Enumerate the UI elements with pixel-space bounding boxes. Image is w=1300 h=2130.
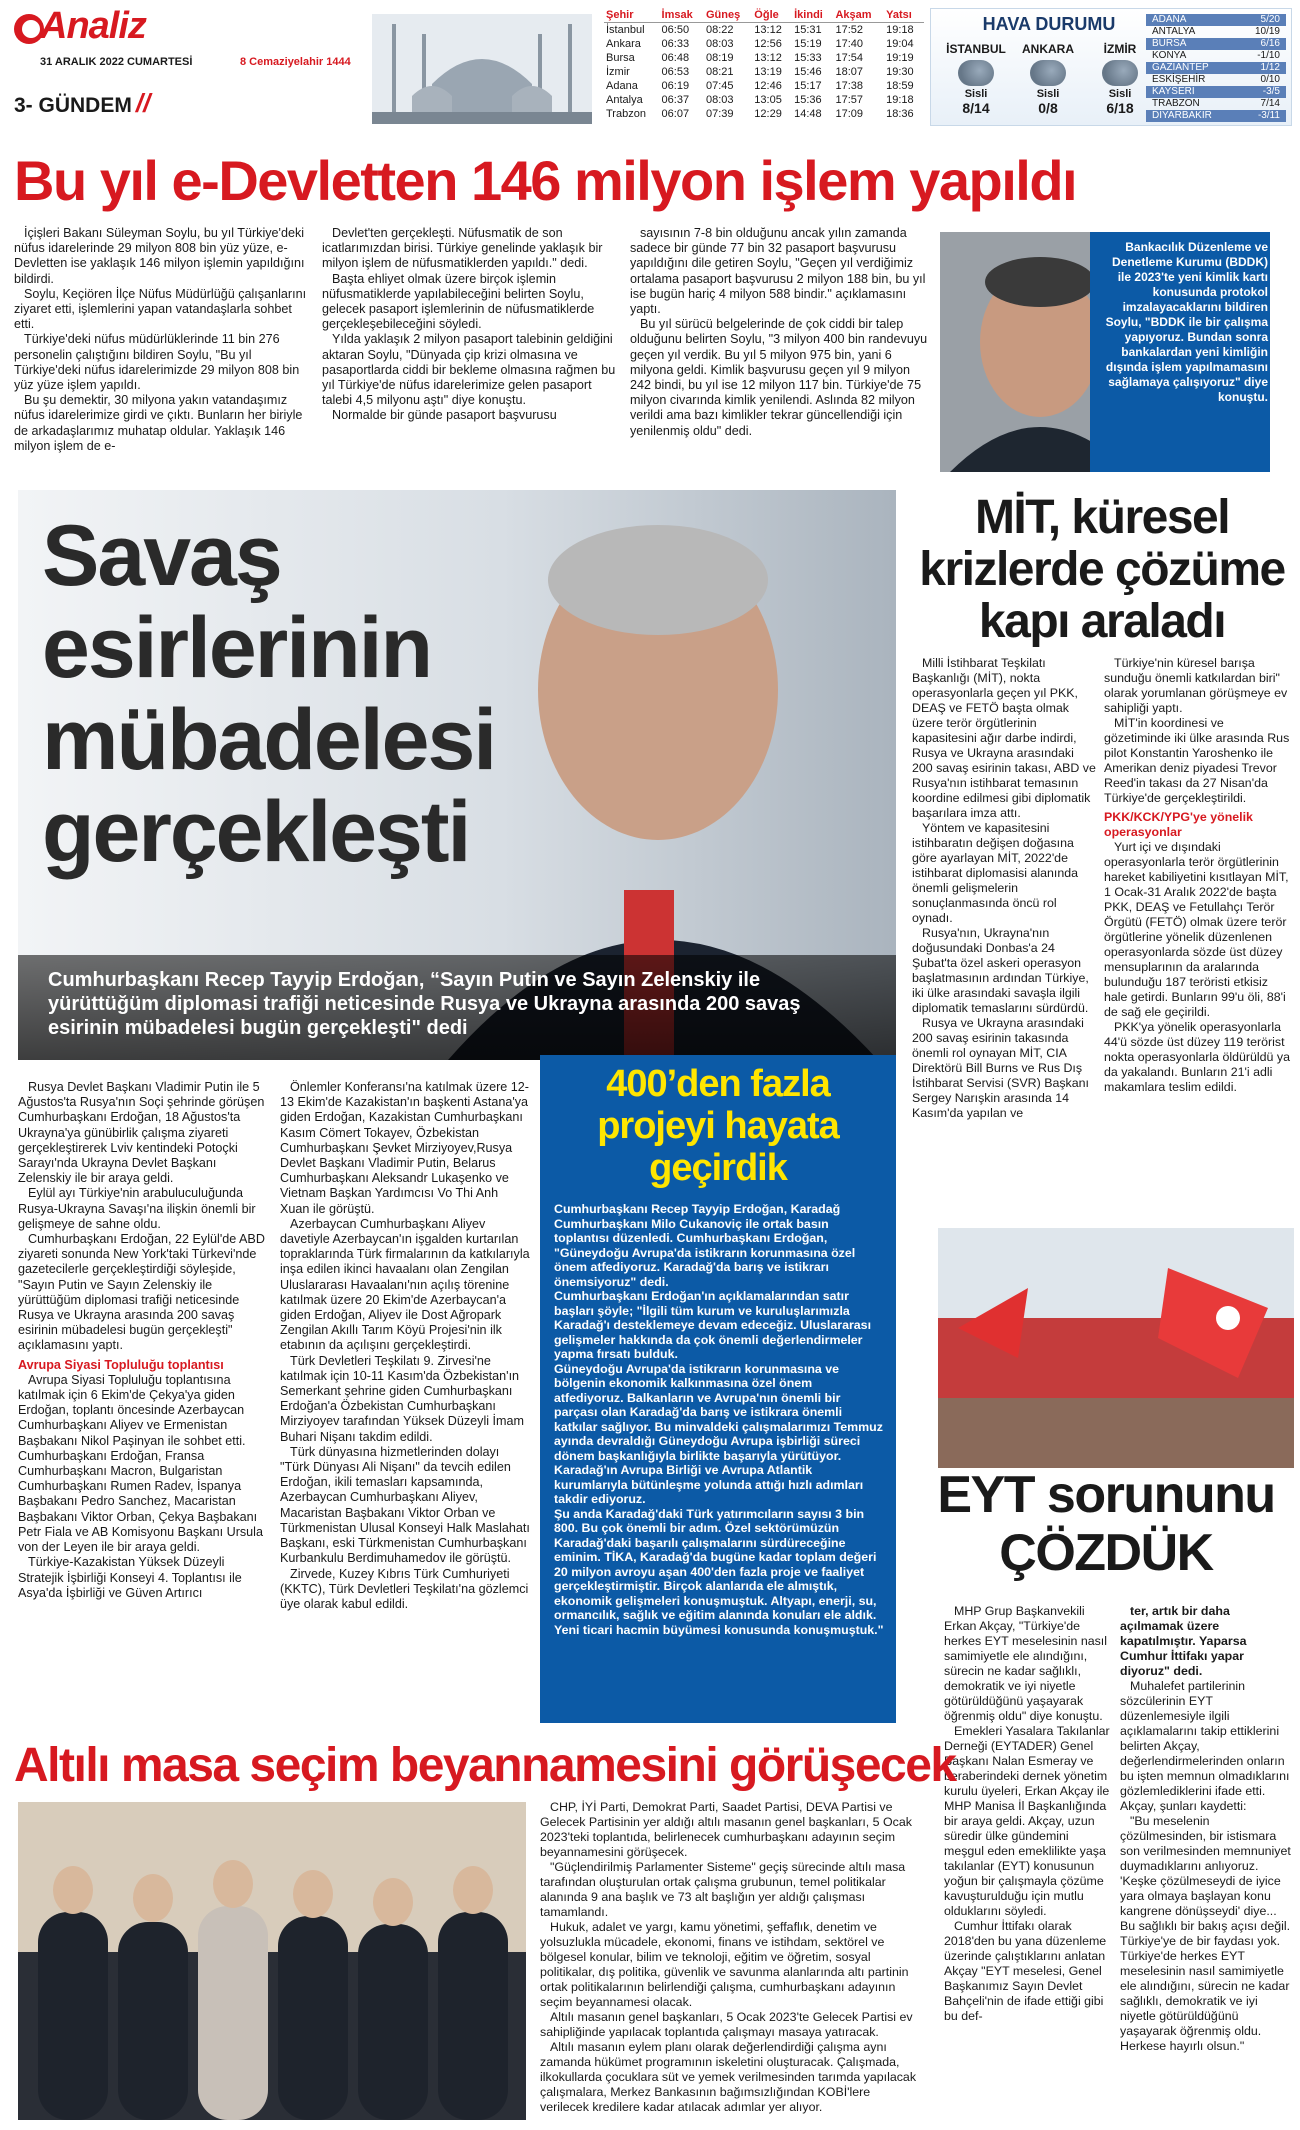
weather-list-temp: 6/16 [1260,38,1280,49]
prayer-cell: 08:03 [706,94,734,106]
paragraph: Türk dünyasına hizmetlerinden dolayı "Türk Dünyası Ali Nişanı" da tevcih edilen Erdoğan, ikili temasları kapsamında, Azerbaycan Cumhurbaşkanı Aliyev, Macaristan Başbakanı Viktor Orban ve Türkmenistan Ulusal Konseyi Halk Maslahatı Başkanı, eski Türkmenistan Cumhurbaşkanı Kurbankulu Berdimuhamedov ile görüştü. [280,1444,530,1566]
paragraph: sayısının 7-8 bin olduğunu ancak yılın zamanda sadece bir günde 77 bin 32 pasaport başvurusu yapıldığını dile getiren Soylu, "Geçen yıl verdiğimiz ortalama pasaport başvurusu 2 milyon 188 bin, bu yıl ise bugün hariç 4 milyon 588 bindir." açıklamasını yaptı. [630,226,926,317]
weather-list-temp: 1/12 [1260,62,1280,73]
weather-city-name: İZMİR [1103,42,1137,56]
weather-list-temp: 0/10 [1260,74,1280,85]
prayer-cell: 17:09 [835,108,864,120]
prayer-cell: 13:19 [754,66,782,78]
prayer-cell: 12:56 [754,38,782,50]
weather-list-row [1146,98,1286,110]
prayer-cell: 08:19 [706,52,734,64]
weather-list-temp: 7/14 [1260,98,1280,109]
prayer-row [604,51,924,65]
prayer-cell: Antalya [606,94,643,106]
weather-condition: Sisli [1108,88,1132,100]
weather-city-name: İSTANBUL [946,42,1006,56]
weather-city [1012,42,1084,116]
prayer-row [604,107,924,121]
weather-list-row [1146,50,1286,62]
weather-list-row [1146,62,1286,74]
weather-list-temp: 10/19 [1254,26,1280,37]
paragraph: Altılı masanın genel başkanları, 5 Ocak 2023'te Gelecek Partisi ev sahipliğinde yapılacak toplantıda çalışmayı masaya yatıracak. [540,2010,913,2039]
paragraph: MHP Grup Başkanvekili Erkan Akçay, "Türkiye'de herkes EYT meselesinin nasıl samimiyetle ele alındığını, sürecin ne kadar sağlıklı, demokratik ve iyi niyetle götürüldüğünü yaşayarak öğrenmiş oldu" diye konuştu. [944,1604,1107,1723]
prayer-cell: 06:37 [661,94,690,106]
paragraph: Cumhurbaşkanı Erdoğan'ın açıklamalarından satır başları şöyle; "İlgili tüm kurum ve kuruluşlarımızla Karadağ'ı desteklemeye devam edeceğiz. Uluslararası gelişmeler hakkında da çok önemli değerlendirmeler yapma fırsatı bulduk. [554,1289,872,1361]
mosque-illustration [372,14,592,124]
article-karadag-body [554,1202,884,1637]
prayer-row [604,65,924,79]
weather-list-city: GAZİANTEP [1152,62,1209,73]
prayer-cell: 06:50 [661,24,690,36]
prayer-cell: 15:36 [794,94,822,106]
prayer-cell: 17:40 [835,38,864,50]
weather-title: HAVA DURUMU [982,14,1116,34]
prayer-cell: 19:30 [886,66,914,78]
paragraph: Azerbaycan Cumhurbaşkanı Aliyev davetiyle Azerbaycan'ın işgalden kurtarılan topraklarında Türk firmalarının da katkılarıyla inşa edilen ikinci havaalanı olan Zengilan Uluslararası Havaalanı'nın açılış törenine katılmak üzere 20 Ekim'de Azerbaycan'a giden Erdoğan, Aliyev ile Dost Ağropark Zengilan Akıllı Tarım Köyü Projesi'nin ilk etabının da açılışını gerçekleştirdi. [280,1216,530,1353]
prayer-cell: İstanbul [606,24,645,36]
prayer-cell: 17:54 [835,52,864,64]
hijri-date: 8 Cemaziyelahir 1444 [240,56,351,68]
weather-list-city: KAYSERİ [1152,86,1195,97]
cloud-icon [1102,60,1138,86]
weather-city [940,42,1012,116]
prayer-cell: 15:46 [794,66,822,78]
section-mark: // [135,88,151,118]
paragraph: Zirvede, Kuzey Kıbrıs Türk Cumhuriyeti (KKTC), Türk Devletleri Teşkilatı'na gözlemci üye olarak kabul edildi. [280,1566,529,1611]
prayer-cell: 15:33 [794,52,822,64]
prayer-times-table [604,8,924,121]
logo-text: Analiz [40,5,146,47]
prayer-cell: Trabzon [606,108,646,120]
subheading: Avrupa Siyasi Topluluğu toplantısı [18,1357,224,1372]
paragraph: Şu anda Karadağ'daki Türk yatırımcıların sayısı 3 bin 800. Bu çok önemli bir adım. Özel sektörümüzün Karadağ'daki başarılı çalışmalarını sürdüreceğine eminim. TİKA, Karadağ'da bugüne kadar toplam değeri 20 milyon avroyu aşan 400'den fazla proje ve faaliyet gerçekleştirmiştir. Birçok alanlarıda ele almıştık, ekonomik gelişmeleri konuşmuştuk. Altyapı, enerji, su, ormancılık, sağlık ve eğitim alanında konuları ele aldık. Yeni ticari hacmin büyümesi konusunda konuşmuştuk." [554,1506,884,1637]
paragraph: Başta ehliyet olmak üzere birçok işlemin nüfusmatiklerde yapılabileceğini belirten Soylu, gelecek pasaport işlemlerinin de nüfusmatiklerde gerçekleşebileceğini söyledi. [322,271,595,332]
paragraph: Türk Devletleri Teşkilatı 9. Zirvesi'ne katılmak için 10-11 Kasım'da Özbekistan'ın Semerkant şehrine giden Cumhurbaşkanı Erdoğan'a Özbekistan Cumhurbaşkanı Mirziyoyev tarafından Yüksek Düzeyli İmam Buhari Nişanı takdim edildi. [280,1353,525,1444]
paragraph: Hukuk, adalet ve yargı, kamu yönetimi, şeffaflık, denetim ve yolsuzlukla mücadele, ekonomi, finans ve istihdam, sektörel ve bölgesel konular, bilim ve teknoloji, eğitim ve öğretim, sosyal politikalar, dış politika, güvenlik ve savunma alanlarında altı partinin ortak politikalarının belirlendiği çalışma, cumhurbaşkanı adayının seçim beyannamesi olacak. [540,1920,909,2009]
paragraph: Yöntem ve kapasitesini istihbaratın değişen doğasına göre ayarlayan MİT, 2022'de istihbarat diplomasisi alanında önemli gelişmelerin sonuçlanmasında öncü rol oynadı. [912,821,1078,925]
prayer-cell: 14:48 [794,108,822,120]
weather-list-temp: -1/10 [1257,50,1280,61]
issue-date: 31 ARALIK 2022 CUMARTESİ [40,56,193,68]
prayer-row [604,79,924,93]
prayer-cell: 06:07 [661,108,690,120]
paragraph: Rusya ve Ukrayna arasındaki 200 savaş esirinin takasında önemli rol oynayan MİT, CIA Direktörü Bill Burns ve Rus Dış İstihbarat Servisi (SVR) Başkanı Sergey Narışkin arasında 14 Kasım'da yapılan ve [912,1016,1089,1120]
prayer-col-header: Akşam [833,8,884,23]
prayer-cell: Bursa [606,52,635,64]
paragraph: Türkiye-Kazakistan Yüksek Düzeyli Stratejik İşbirliği Konseyi 4. Toplantısı ile Asya'da İşbirliği ve Güven Artırıcı [18,1555,242,1600]
paragraph: CHP, İYİ Parti, Demokrat Parti, Saadet Partisi, DEVA Partisi ve Gelecek Partisinin yer aldığı altılı masanın genel başkanları, 5 Ocak 2023'teki toplantıda, belirlenecek cumhurbaşkanı adayının seçim beyannamesini görüşecek. [540,1800,912,1859]
prayer-cell: 06:33 [661,38,690,50]
altili-masa-photo [18,1802,526,2120]
headline-mit: MİT, küresel krizlerde çözüme kapı araladı [919,491,1285,648]
prayer-col-header: Öğle [752,8,792,23]
prayer-cell: 06:53 [661,66,690,78]
rally-photo [938,1228,1294,1468]
section-label [14,88,150,119]
weather-list-row [1146,38,1286,50]
weather-list-city: ESKİŞEHİR [1152,74,1206,85]
weather-list-row [1146,26,1286,38]
article-edevlet-col2 [322,226,622,424]
prayer-cell: 08:21 [706,66,734,78]
article-edevlet-col3 [630,226,930,439]
prayer-cell: 15:19 [794,38,822,50]
prayer-cell: 08:03 [706,38,734,50]
masthead-logo [14,6,244,46]
prayer-cell: 13:12 [754,52,782,64]
paragraph: Cumhurbaşkanı Recep Tayyip Erdoğan, Karadağ Cumhurbaşkanı Milo Cukanoviç ile ortak basın toplantısı düzenledi. Cumhurbaşkanı Erdoğan, "Güneydoğu Avrupa'da istikrarın korunmasına özel önem atfediyoruz. Karadağ'da barış ve istikrarı önemsiyoruz" dedi. [554,1202,856,1289]
prayer-cell: Ankara [606,38,641,50]
weather-temp: 8/14 [962,100,990,116]
paragraph: Güneydoğu Avrupa'da istikrarın korunmasına ve bölgenin ekonomik kalkınmasına özel önem atfediyoruz. Balkanların ve Avrupa'nın önemli bir parçası olan Karadağ'da barış ve istikrara önemli katkılar sağlıyor. Bu minvaldeki çalışmalarımızı Temmuz ayında devraldığı Güneydoğu Avrupa işbirliği süreci dönem başkanlığıyla birlikte başarıyla yürütüyor. Karadağ'ın Avrupa Birliği ve Avrupa Atlantik kurumlarıyla bütünleşme yolunda attığı hızlı adımları takdir ediyoruz. [554,1361,883,1506]
paragraph: Normalde bir günde pasaport başvurusu [332,408,557,423]
paragraph: Altılı masanın eylem planı olarak değerlendirdiği çalışma aynı zamanda hükümet programının iskeletini oluşturacak. Çalışmada, ilkokullarda çocuklara süt ve yemek verilmesinden tarımda yapılacak çalışmalara, Merkez Bankasının bağımsızlığından KOBİ'lere verilecek kredilere kadar atılacak adımlar yer alıyor. [540,2040,917,2114]
weather-list-city: KONYA [1152,50,1187,61]
weather-list-city: DİYARBAKIR [1152,110,1212,121]
prayer-cell: 19:18 [886,24,914,36]
paragraph: Yılda yaklaşık 2 milyon pasaport talebinin geldiğini aktaran Soylu, "Dünyada çip krizi olmasına ve pasaportlarda ciddi bir bekleme olmasına rağmen bu yıl Türkiye'de nüfus idarelerimize gelen pasaport talebi 4,5 milyonu aştı" diye konuştu. [322,332,616,408]
paragraph: PKK'ya yönelik operasyonlarla 44'ü sözde üst düzey 119 terörist nokta operasyonlarla öldürüldü ya da yakalandı. Bunların 21'i adli makamlara teslim edildi. [1104,1020,1290,1094]
paragraph: Eylül ayı Türkiye'nin arabuluculuğunda Rusya-Ukrayna Savaşı'na ilişkin önemli bir gelişmeye de sahne oldu. [18,1186,256,1231]
paragraph: Milli İstihbarat Teşkilatı Başkanlığı (MİT), nokta operasyonlarla geçen yıl PKK, DEAŞ ve FETÖ başta olmak üzere terör örgütlerinin kapasitesini ağır darbe indirdi, Rusya ve Ukrayna arasındaki 200 savaş esirinin takası, ABD ve Rusya'nın istihbarat temasının koordine edilmesi gibi diplomatik başarılara imza attı. [912,656,1096,820]
prayer-col-header: Güneş [704,8,752,23]
weather-list-city: BURSA [1152,38,1187,49]
article-eyt-col2 [1120,1604,1292,2054]
article-erdogan-col2 [280,1080,530,1612]
weather-condition: Sisli [964,88,988,100]
prayer-cell: 17:38 [835,80,864,92]
paragraph: Avrupa Siyasi Topluluğu toplantısına katılmak için 6 Ekim'de Çekya'ya giden Erdoğan, toplantı öncesinde Azerbaycan Cumhurbaşkanı Aliyev ve Ermenistan Başbakanı Nikol Paşinyan ile sohbet etti. Cumhurbaşkanı Erdoğan, Fransa Cumhurbaşkanı Macron, Bulgaristan Cumhurbaşkanı Rumen Radev, İspanya Başbakanı Pedro Sanchez, Macaristan Başbakanı Viktor Orban, Çekya Başbakanı Petr Fiala ve AB Komisyonu Başkanı Ursula von der Leyen ile bir araya geldi. [18,1372,263,1555]
prayer-cell: 19:18 [886,94,914,106]
prayer-cell: 17:57 [835,94,864,106]
paragraph: Cumhurbaşkanı Erdoğan, 22 Eylül'de ABD ziyareti sonunda New York'taki Türkevi'nde gazetecilerle gerçekleştirdiği söyleşide, "Sayın Putin ve Sayın Zelenskiy ile yürüttüğüm diplomasi trafiği neticesinde Rusya ve Ukrayna arasında 200 savaş esirinin mübadelesi bugün gerçekleşti" açıklamasını yaptı. [18,1232,265,1353]
cloud-icon [1030,60,1066,86]
prayer-cell: 18:36 [886,108,914,120]
article-erdogan-col1 [18,1080,268,1601]
prayer-row [604,93,924,107]
weather-city-list [1146,14,1286,122]
article-mit-col2 [1104,656,1292,1095]
paragraph: "Güçlendirilmiş Parlamenter Sisteme" geçiş sürecinde altılı masa tarafından oluşturulan ortak çalışma grubunun, temel politikalar alanında 9 ana başlık ve 73 alt başlığın yer aldığı çalışması tamamlandı. [540,1860,906,1919]
weather-list-row [1146,14,1286,26]
weather-temp: 0/8 [1038,100,1058,116]
weather-list-temp: -3/5 [1262,86,1280,97]
section-name: 3- GÜNDEM [14,94,132,117]
article-eyt-col1 [944,1604,1112,2024]
paragraph: MİT'in koordinesi ve gözetiminde iki ülke arasında Rus pilot Konstantin Yaroshenko ile Amerikan deniz piyadesi Trevor Reed'in takası da 27 Nisan'da Türkiye'de gerçekleştirildi. [1104,716,1290,805]
headline-altili-masa: Altılı masa seçim beyannamesini görüşecek [14,1739,956,1792]
weather-list-city: TRABZON [1152,98,1200,109]
prayer-col-header: Yatsı [884,8,924,23]
weather-condition: Sisli [1036,88,1060,100]
prayer-cell: 13:12 [754,24,782,36]
prayer-col-header: İmsak [660,8,704,23]
subheading: PKK/KCK/YPG'ye yönelik operasyonlar [1104,810,1253,839]
paragraph: ter, artık bir daha açılmamak üzere kapatılmıştır. Yaparsa Cumhur İttifakı yapar diyoruz" dedi. [1120,1604,1247,1678]
prayer-row [604,37,924,51]
prayer-cell: 15:31 [794,24,822,36]
prayer-cell: Adana [606,80,638,92]
prayer-cell: İzmir [606,66,630,78]
prayer-cell: 08:22 [706,24,734,36]
paragraph: Devlet'ten gerçekleşti. Nüfusmatik de son icatlarımızdan birisi. Türkiye genelinde yaklaşık bir milyon işlem de nüfusmatiklerden yapıldı." dedi. [322,226,603,271]
prayer-cell: 12:46 [754,80,782,92]
article-altili-masa-body [540,1800,916,2115]
headline-esir-mubadelesi: Savaş esirlerinin mübadelesi gerçekleşti [42,508,496,880]
headline-edevlet: Bu yıl e-Devletten 146 milyon işlem yapıldı [14,149,1077,212]
paragraph: Türkiye'deki nüfus müdürlüklerinde 11 bin 276 personelin çalıştığını bildiren Soylu, "Bu yıl Türkiye'deki nüfus idarelerimizde 29 milyon 808 bin yüz yüze işlem yapıldı. [14,332,300,393]
prayer-cell: 18:59 [886,80,914,92]
weather-list-row [1146,110,1286,122]
prayer-cell: 13:05 [754,94,782,106]
article-mit-col1 [912,656,1096,1121]
paragraph: Cumhur İttifakı olarak 2018'den bu yana düzenleme üzerinde çalıştıklarını anlatan Akçay "EYT meselesi, Genel Başkanımız Sayın Devlet Bahçeli'nin de ifade ettiği gibi bu def- [944,1919,1107,2023]
weather-city-name: ANKARA [1022,42,1074,56]
paragraph: "Bu meselenin çözülmesinden, bir istismara son verilmesinden memnuniyet duymadıklarını anlıyoruz. 'Keşke çözülmeseydi de iyice yara olmaya başlayan konu kangrene dönüşseydi' diye... Bu sağlıklı bir bakış açısı değil. Türkiye'ye de bir faydası yok. Türkiye'de herkes EYT meselesinin nasıl samimiyetle ele alındığını, sürecin ne kadar sağlıklı, demokratik ve iyi niyetle götürüldüğünü yaşayarak öğrenmiş oldu. Herkese hayırlı olsun." [1120,1814,1291,2053]
prayer-cell: 15:17 [794,80,822,92]
cloud-icon [958,60,994,86]
prayer-cell: 19:19 [886,52,914,64]
prayer-row [604,23,924,38]
weather-list-city: ANTALYA [1152,26,1196,37]
prayer-cell: 12:29 [754,108,782,120]
headline-eyt: EYT sorununu ÇÖZDÜK [937,1466,1275,1582]
paragraph: Muhalefet partilerinin sözcülerinin EYT düzenlemesiyle ilgili açıklamalarını takip ettiklerini belirten Akçay, değerlendirmelerinden onların bu işten memnun olmadıklarını gözlemlediklerini ifade etti. Akçay, şunları kaydetti: [1120,1679,1290,1813]
weather-list-row [1146,74,1286,86]
paragraph: İçişleri Bakanı Süleyman Soylu, bu yıl Türkiye'deki nüfus idarelerinde 29 milyon 808 bin yüz yüze, e-Devletten ise yaklaşık 146 milyon işlemin yapıldığını bildirdi. [14,226,305,286]
prayer-cell: 07:45 [706,80,734,92]
prayer-cell: 07:39 [706,108,734,120]
subhead-erdogan: Cumhurbaşkanı Recep Tayyip Erdoğan, “Sayın Putin ve Sayın Zelenskiy ile yürüttüğüm diplomasi trafiği neticesinde Rusya ve Ukrayna arasında 200 savaş esirinin mübadelesi bugün gerçekleşti" dedi [48,969,801,1039]
paragraph: Emekleri Yasalara Takılanlar Derneği (EYTADER) Genel Başkanı Nalan Esmeray ve beraberindeki dernek yönetim kurulu üyeleri, Erkan Akçay ile MHP Manisa İl Başkanlığında bir araya geldi. Akçay, uzun süredir ülke gündemini meşgul eden emeklilikte yaşa takılanlar (EYT) konusunun yoğun bir çalışmayla çözüme kavuşturulduğu için mutlu olduklarını söyledi. [944,1724,1110,1918]
prayer-cell: 06:19 [661,80,690,92]
headline-karadag: 400’den fazla projeyi hayata geçirdik [597,1063,839,1189]
paragraph: Yurt içi ve dışındaki operasyonlarla terör örgütlerinin hareket kabiliyetini kısıtlayan MİT, 1 Ocak-31 Aralık 2022'de başta PKK, DEAŞ ve Fetullahçı Terör Örgütü (FETÖ) olmak üzere terör örgütlerine yönelik düzenlenen operasyonlarda sözde üst düzey mensuplarının da aralarında bulunduğu 187 teröristi etkisiz hale getirdi. Bunların 99'u öli, 88'i de sağ ele geçirildi. [1104,840,1289,1019]
weather-list-temp: 5/20 [1260,14,1280,25]
weather-list-temp: -3/11 [1257,110,1280,121]
paragraph: Soylu, Keçiören İlçe Nüfus Müdürlüğü çalışanlarını ziyaret etti, işlemlerini yapan vatandaşlarla sohbet etti. [14,286,307,332]
weather-temp: 6/18 [1106,100,1134,116]
paragraph: Bu yıl sürücü belgelerinde de çok ciddi bir talep olduğunu belirten Soylu, "3 milyon 400 bin randevuyu geçen yıl verdik. Bu yıl 5 milyon 975 bin, yani 6 milyona geldi. Kimlik başvurusu geçen yıl 9 milyon 242 bindi, bu yıl ise 12 milyon 117 bin. Türkiye'de 75 milyon civarında kimlik yenilendi. Aslında 82 milyon verildi ama bazı kimlikler tekrar güncellendiği için yenilenmiş oldu" dedi. [630,317,928,438]
article-edevlet-col1 [14,226,314,454]
prayer-cell: 18:07 [835,66,864,78]
prayer-cell: 19:04 [886,38,914,50]
soylu-photo-caption: Bankacılık Düzenleme ve Denetleme Kurumu (BDDK) ile 2023'te yeni kimlik kartı konusunda protokol imzalayacaklarını bildiren Soylu, "BDDK ile bir çalışma yapıyoruz. Bundan sonra bankalardan yeni kimliğin dışında işlem yapılmamasını sağlamaya çalışıyoruz" diye konuştu. [1105,240,1268,404]
prayer-col-header: İkindi [792,8,833,23]
prayer-cell: 06:48 [661,52,690,64]
prayer-col-header: Şehir [604,8,660,23]
weather-list-row [1146,86,1286,98]
paragraph: Rusya Devlet Başkanı Vladimir Putin ile 5 Ağustos'ta Rusya'nın Soçi şehrinde görüşen Cumhurbaşkanı Erdoğan, 18 Ağustos'ta Ukrayna'ya günübirlik çalışma ziyareti gerçekleştirerek Lviv kentindeki Potoçki Sarayı'nda Ukrayna Devlet Başkanı Zelenskiy ile bir araya geldi. [18,1080,265,1186]
paragraph: Rusya'nın, Ukrayna'nın doğusundaki Donbas'a 24 Şubat'ta özel askeri operasyon başlatmasının ardından Türkiye, iki ülke arasındaki savaşla ilgili diplomatik temaslarını sürdürdü. [912,926,1089,1015]
paragraph: Önlemler Konferansı'na katılmak üzere 12-13 Ekim'de Kazakistan'ın başkenti Astana'ya giden Erdoğan, Kazakistan Cumhurbaşkanı Kasım Cömert Tokayev, Özbekistan Cumhurbaşkanı Şevket Mirziyoyev,Rusya Devlet Başkanı Vladimir Putin, Belarus Cumhurbaşkanı Aleksandr Lukaşenko ve Vietnam Başkan Yardımcısı Vo Thi Anh Xuan ile görüştü. [280,1080,529,1216]
paragraph: Türkiye'nin küresel barışa sunduğu önemli katkılardan biri" olarak yorumlanan görüşmeye ev sahipliği yaptı. [1104,656,1288,715]
paragraph: Bu şu demektir, 30 milyona yakın vatandaşımız nüfus idarelerimize girdi ve çıktı. Bunların her biriyle de arkadaşlarımız muhatap oldular. Yaklaşık 146 milyon işlem de e- [14,393,303,453]
weather-list-city: ADANA [1152,14,1187,25]
prayer-cell: 17:52 [835,24,864,36]
